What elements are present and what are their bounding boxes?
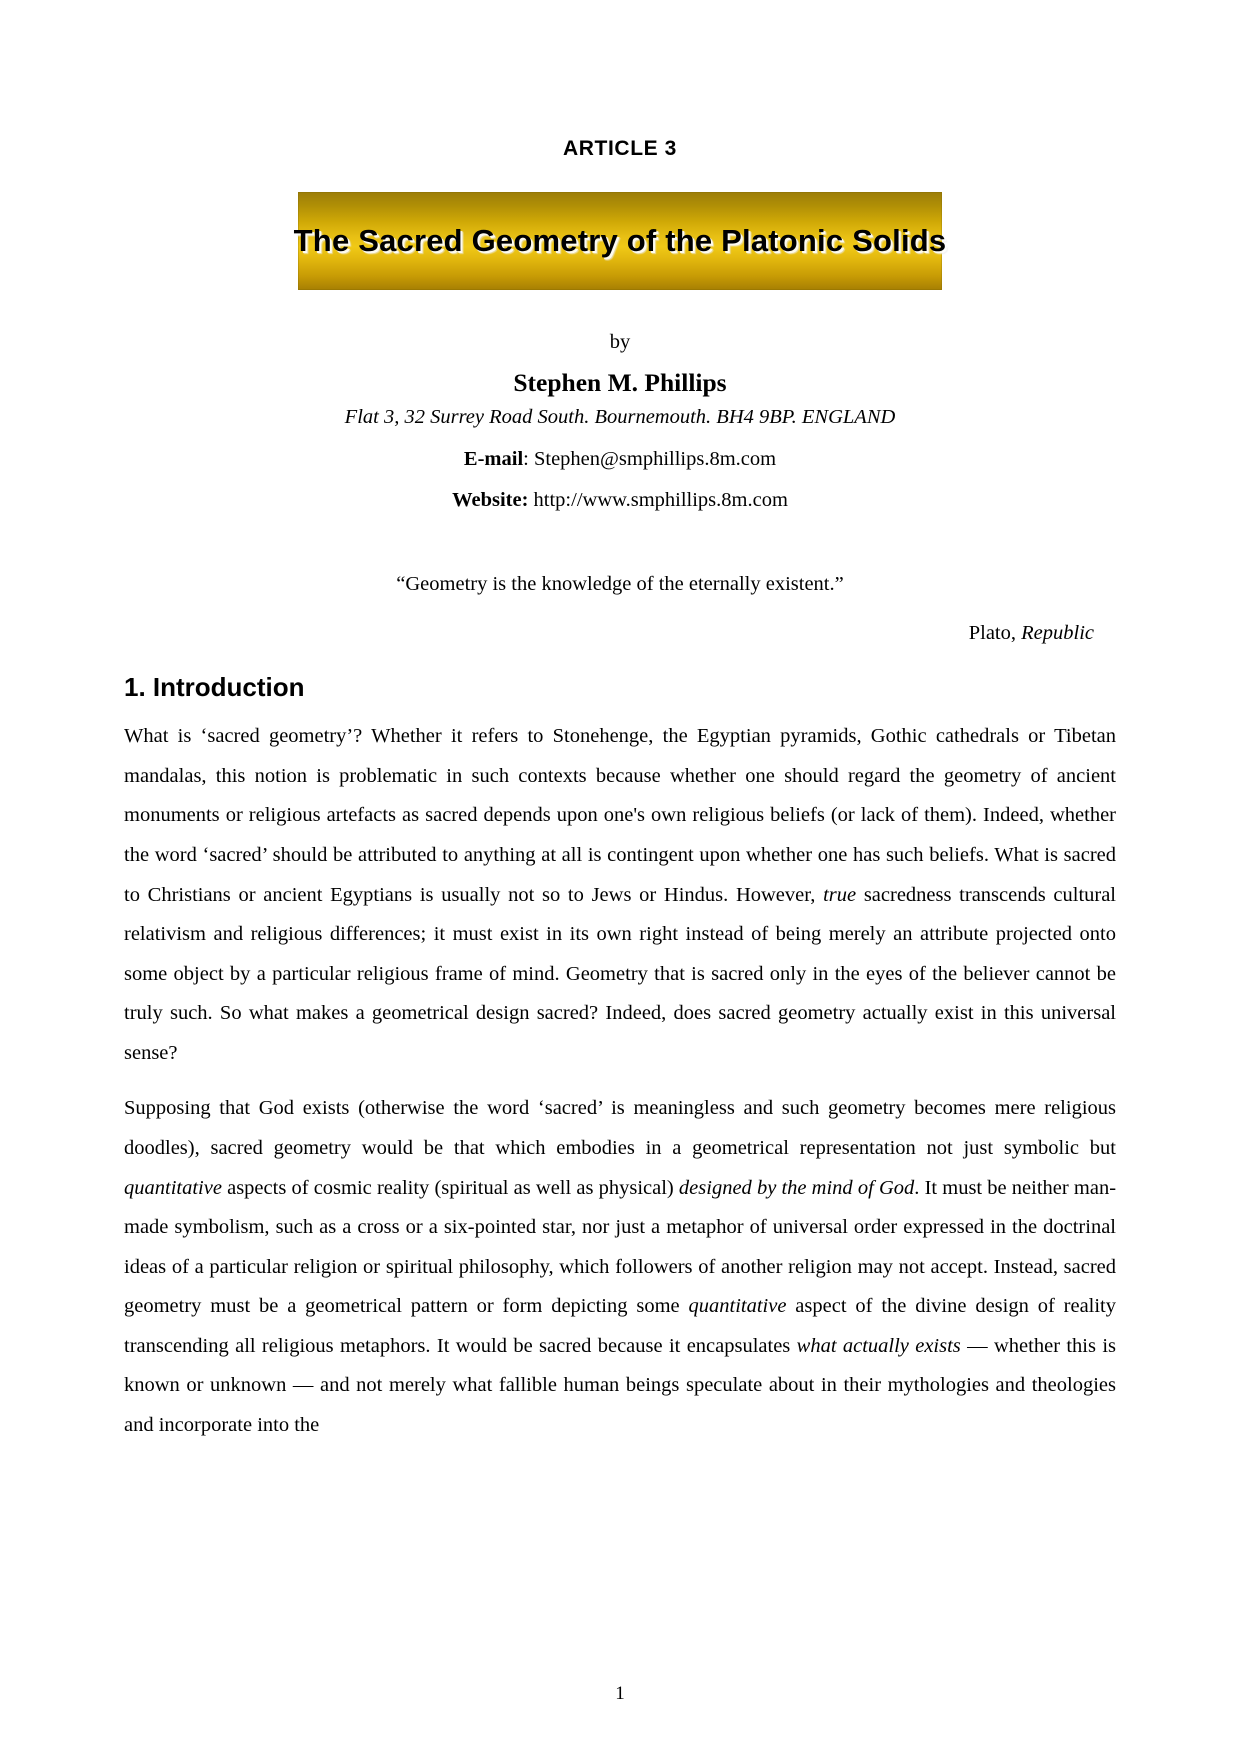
emphasis-text: what actually exists — [796, 1334, 961, 1357]
title-banner — [293, 192, 947, 290]
by-label: by — [609, 331, 631, 353]
email-value[interactable]: Stephen@smphillips.8m.com — [533, 447, 777, 470]
epigraph-attribution — [124, 620, 1116, 647]
title-banner-container — [124, 192, 1116, 290]
article-label: ARTICLE 3 — [563, 137, 677, 160]
emphasis-text: quantitative — [124, 1176, 222, 1199]
emphasis-text: quantitative — [688, 1295, 787, 1318]
epigraph-block — [124, 571, 1116, 646]
paragraph-2 — [124, 1089, 1116, 1445]
attribution-author: Plato, — [968, 621, 1022, 644]
emphasis-text: designed by the mind of God — [678, 1176, 915, 1199]
email-separator: : — [523, 447, 534, 470]
author-address: Flat 3, 32 Surrey Road South. Bournemouth. BH4 9BP. ENGLAND — [344, 405, 896, 428]
emphasis-text: true — [823, 883, 857, 906]
section-heading-introduction: 1. Introduction — [124, 672, 305, 703]
website-label: Website: — [452, 489, 529, 512]
body-text: What is ‘sacred geometry’? Whether it refers to Stonehenge, the Egyptian pyramids, Gothic cathedrals or Tibetan mandalas, this notion is problematic in such contexts because whether one should regard the geometry of ancient monuments or religious artefacts as sacred depends upon one's own religious beliefs (or lack of them). Indeed, whether the word ‘sacred’ should be attributed to anything at all is contingent upon whether one has such beliefs. What is sacred to Christians or ancient Egyptians is usually not so to Jews or Hindus. However, — [124, 725, 1116, 906]
website-line — [124, 487, 1116, 515]
author-name: Stephen M. Phillips — [513, 367, 727, 397]
website-value[interactable]: http://www.smphillips.8m.com — [533, 489, 788, 512]
attribution-work: Republic — [1021, 621, 1094, 644]
body-text: aspects of cosmic reality (spiritual as well as physical) — [221, 1176, 679, 1199]
email-line — [124, 446, 1116, 474]
body-text: sacredness transcends cultural relativism and religious differences; it must exist in its own right instead of being merely an attribute projected onto some object by a particular religious frame of mind. Geometry that is sacred only in the eyes of the believer cannot be truly such. So what makes a geometrical design sacred? Indeed, does sacred geometry actually exist in this universal sense? — [124, 883, 1117, 1064]
body-text: — whether this is known or unknown — and not merely what fallible human beings speculate about in their mythologies and theologies and incorporate into the — [124, 1334, 1116, 1436]
body-text: aspect of the divine design of reality transcending all religious metaphors. It would be sacred because it encapsulates — [124, 1295, 1117, 1357]
epigraph-quote: “Geometry is the knowledge of the eternally existent.” — [396, 572, 844, 595]
body-text: . It must be neither man-made symbolism, such as a cross or a six-pointed star, nor just a metaphor of universal order expressed in the doctrinal ideas of a particular religion or spiritual philosophy, which followers of another religion may not accept. Instead, sacred geometry must be a geometrical pattern or form depicting some — [124, 1176, 1117, 1318]
email-label: E-mail — [463, 447, 524, 470]
body-text: Supposing that God exists (otherwise the word ‘sacred’ is meaningless and such geometry becomes mere religious doodles), sacred geometry would be that which embodies in a geometrical representation not just symbolic but — [124, 1097, 1116, 1159]
document-title: The Sacred Geometry of the Platonic Solids — [293, 223, 947, 258]
page-number: 1 — [615, 1683, 625, 1704]
paragraph-1 — [124, 717, 1116, 1073]
byline-block — [124, 330, 1116, 515]
